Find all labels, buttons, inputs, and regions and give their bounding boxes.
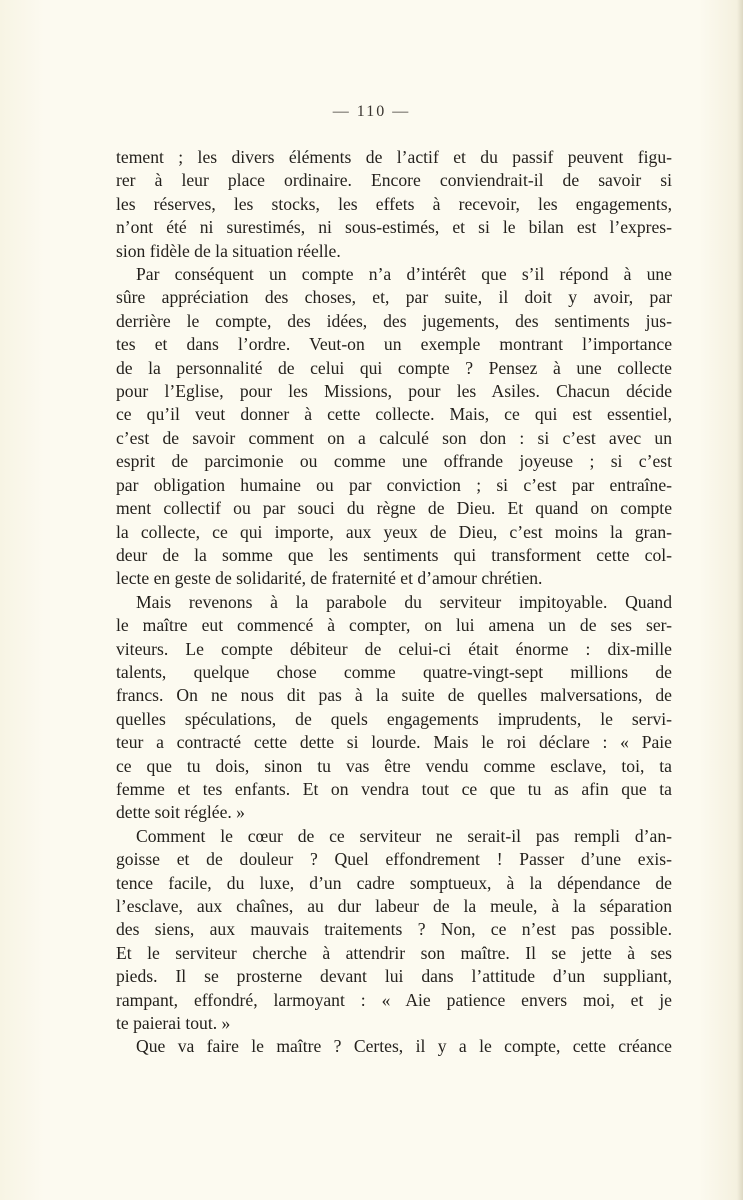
paragraph <box>116 591 672 825</box>
text-line: francs. On ne nous dit pas à la suite de quelles malversations, de <box>116 685 672 706</box>
text-line: ce qu’il veut donner à cette collecte. Mais, ce qui est essentiel, <box>116 404 672 425</box>
text-line: Mais revenons à la parabole du serviteur impitoyable. Quand <box>136 591 672 612</box>
paragraph <box>116 825 672 1036</box>
text-line: femme et tes enfants. Et on vendra tout ce que tu as afin que ta <box>116 778 672 799</box>
text-line: goisse et de douleur ? Quel effondrement ! Passer d’une exis- <box>116 849 672 870</box>
text-line: Comment le cœur de ce serviteur ne serait-il pas rempli d’an- <box>136 825 672 846</box>
page-number: — 110 — <box>332 103 411 120</box>
text-line: c’est de savoir comment on a calculé son don : si c’est avec un <box>116 427 672 448</box>
text-line: tence facile, du luxe, d’un cadre somptueux, à la dépendance de <box>116 872 672 893</box>
text-line: la collecte, ce qui importe, aux yeux de Dieu, c’est moins la gran- <box>116 521 672 542</box>
text-line: talents, quelque chose comme quatre-vingt-sept millions de <box>116 661 672 682</box>
text-line: pour l’Eglise, pour les Missions, pour les Asiles. Chacun décide <box>116 381 672 402</box>
text-line: pieds. Il se prosterne devant lui dans l’attitude d’un suppliant, <box>116 966 672 987</box>
text-line: quelles spéculations, de quels engagements imprudents, le servi- <box>116 708 672 729</box>
text-line: esprit de parcimonie ou comme une offrande joyeuse ; si c’est <box>116 451 672 472</box>
text-line: par obligation humaine ou par conviction ; si c’est par entraîne- <box>116 474 672 495</box>
text-line: Et le serviteur cherche à attendrir son maître. Il se jette à ses <box>116 942 672 963</box>
text-line: rampant, effondré, larmoyant : « Aie patience envers moi, et je <box>116 989 672 1010</box>
text-line: des siens, aux mauvais traitements ? Non, ce n’est pas possible. <box>116 919 672 940</box>
paragraph <box>116 263 672 591</box>
text-line: Par conséquent un compte n’a d’intérêt que s’il répond à une <box>136 264 672 285</box>
text-line: rer à leur place ordinaire. Encore conviendrait-il de savoir si <box>116 170 672 191</box>
body-text <box>116 146 672 1059</box>
text-line: ce que tu dois, sinon tu vas être vendu comme esclave, toi, ta <box>116 755 672 776</box>
text-line: l’esclave, aux chaînes, au dur labeur de la meule, à la séparation <box>116 896 672 916</box>
page-edge-shadow <box>737 0 743 1200</box>
text-line: te paierai tout. » <box>116 1013 231 1034</box>
text-line: ment collectif ou par souci du règne de Dieu. Et quand on compte <box>116 498 672 519</box>
text-line: tes et dans l’ordre. Veut-on un exemple montrant l’importance <box>116 334 672 355</box>
text-line: le maître eut commencé à compter, on lui amena un de ses ser- <box>116 615 672 636</box>
text-line: sion fidèle de la situation réelle. <box>116 240 341 261</box>
text-line: teur a contracté cette dette si lourde. Mais le roi déclare : « Paie <box>116 732 672 753</box>
text-line: derrière le compte, des idées, des jugements, des sentiments jus- <box>116 310 672 331</box>
text-line: viteurs. Le compte débiteur de celui-ci était énorme : dix-mille <box>116 638 672 659</box>
paragraph <box>116 1035 672 1058</box>
text-line: de la personnalité de celui qui compte ? Pensez à une collecte <box>116 357 672 378</box>
text-line: n’ont été ni surestimés, ni sous-estimés, et si le bilan est l’expres- <box>116 217 672 238</box>
text-line: Que va faire le maître ? Certes, il y a le compte, cette créance <box>136 1036 672 1057</box>
text-line: deur de la somme que les sentiments qui transforment cette col- <box>116 544 672 565</box>
paragraph <box>116 146 672 263</box>
text-line: lecte en geste de solidarité, de fraternité et d’amour chrétien. <box>116 568 543 589</box>
text-line: tement ; les divers éléments de l’actif et du passif peuvent figu- <box>116 147 672 167</box>
text-line: sûre appréciation des choses, et, par suite, il doit y avoir, par <box>116 287 672 308</box>
text-line: les réserves, les stocks, les effets à recevoir, les engagements, <box>116 193 672 214</box>
text-line: dette soit réglée. » <box>116 802 245 823</box>
